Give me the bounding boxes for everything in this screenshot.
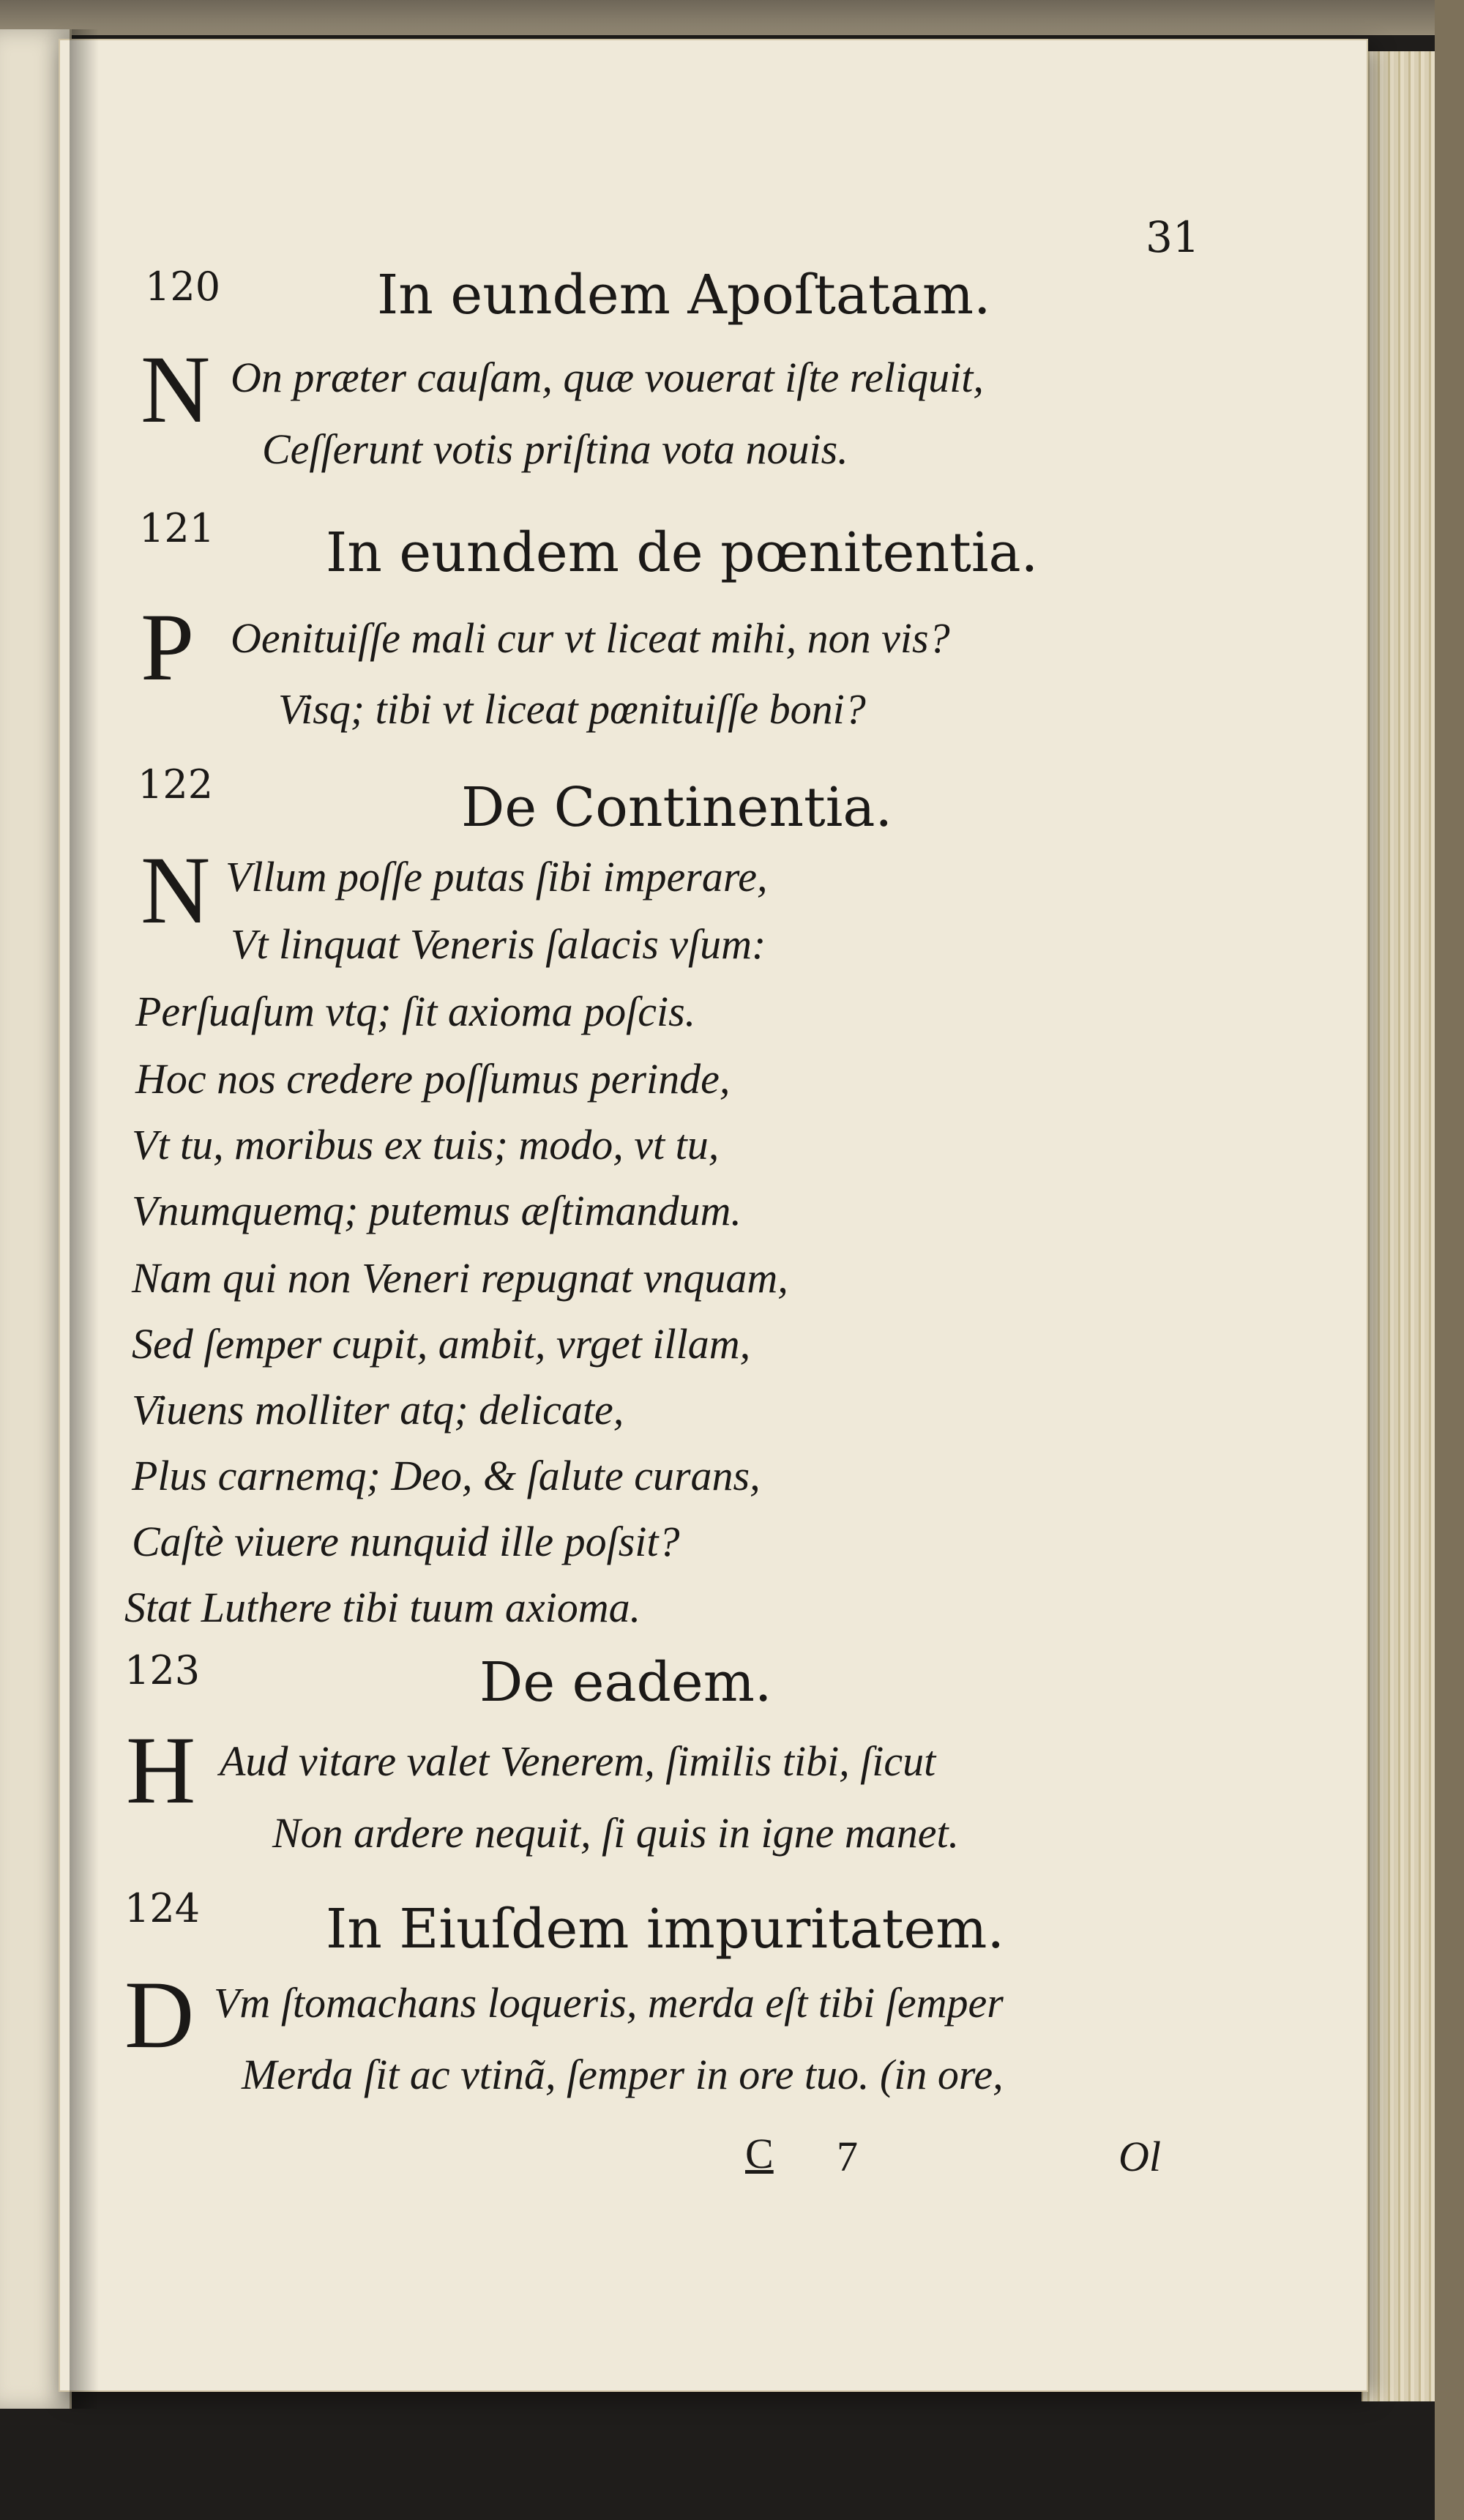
verse-line: Stat Luthere tibi tuum axioma. (124, 1584, 641, 1631)
drop-initial: P (141, 593, 195, 701)
book-top-edge (0, 0, 1435, 35)
verse-line: Vllum poſſe putas ſibi imperare, (225, 853, 768, 901)
gutter-shadow (70, 29, 99, 2409)
drop-initial: N (141, 836, 211, 944)
signature-mark: C (745, 2130, 774, 2177)
verse-line: Nam qui non Veneri repugnat vnquam, (132, 1254, 788, 1302)
catchword: Ol (1118, 2133, 1161, 2180)
verse-line: Non ardere nequit, ſi quis in igne manet. (272, 1809, 960, 1857)
verse-line: On præter cauſam, quæ vouerat iſte reliquit, (231, 354, 984, 401)
verse-line: Vnumquemq; putemus æſtimandum. (132, 1187, 742, 1234)
signature-number: 7 (837, 2133, 858, 2180)
verse-line: Ceſſerunt votis priſtina vota nouis. (262, 425, 848, 473)
epigram-heading: In eundem Apoſtatam. (377, 264, 991, 327)
book-cover (1435, 0, 1464, 2520)
epigram-number: 122 (138, 761, 214, 808)
verse-line: Hoc nos credere poſſumus perinde, (135, 1055, 731, 1103)
verse-line: Sed ſemper cupit, ambit, vrget illam, (132, 1320, 751, 1368)
epigram-heading: De Continentia. (461, 776, 893, 839)
verse-line: Merda ſit ac vtinã, ſemper in ore tuo. (in ore, (242, 2051, 1004, 2098)
epigram-number: 124 (124, 1885, 201, 1931)
epigram-heading: In eundem de pœnitentia. (326, 521, 1039, 584)
epigram-number: 121 (139, 505, 215, 551)
drop-initial: N (141, 335, 211, 443)
verse-line: Vm ſtomachans loqueris, merda eſt tibi ſemper (214, 1979, 1004, 2027)
verse-line: Vt tu, moribus ex tuis; modo, vt tu, (132, 1121, 720, 1168)
verse-line: Vt linquat Veneris ſalacis vſum: (231, 920, 766, 968)
epigram-heading: De eadem. (479, 1651, 772, 1714)
epigram-number: 123 (124, 1647, 201, 1693)
drop-initial: D (124, 1961, 195, 2068)
verse-line: Caſtè viuere nunquid ille poſsit? (132, 1518, 680, 1565)
verse-line: Perſuaſum vtq; ſit axioma poſcis. (135, 988, 696, 1035)
drop-initial: H (126, 1716, 196, 1824)
verse-line: Aud vitare valet Venerem, ſimilis tibi, ſicut (220, 1737, 936, 1785)
page-stack-edge (1362, 51, 1444, 2401)
verse-line: Oenituiſſe mali cur vt liceat mihi, non vis? (231, 614, 950, 662)
verse-line: Visq; tibi vt liceat pœnituiſſe boni? (278, 685, 866, 733)
epigram-heading: In Eiuſdem impuritatem. (326, 1898, 1004, 1961)
verse-line: Plus carnemq; Deo, & ſalute curans, (132, 1452, 761, 1499)
epigram-number: 120 (145, 264, 221, 310)
page-number: 31 (1146, 212, 1200, 262)
verse-line: Viuens molliter atq; delicate, (132, 1386, 624, 1434)
